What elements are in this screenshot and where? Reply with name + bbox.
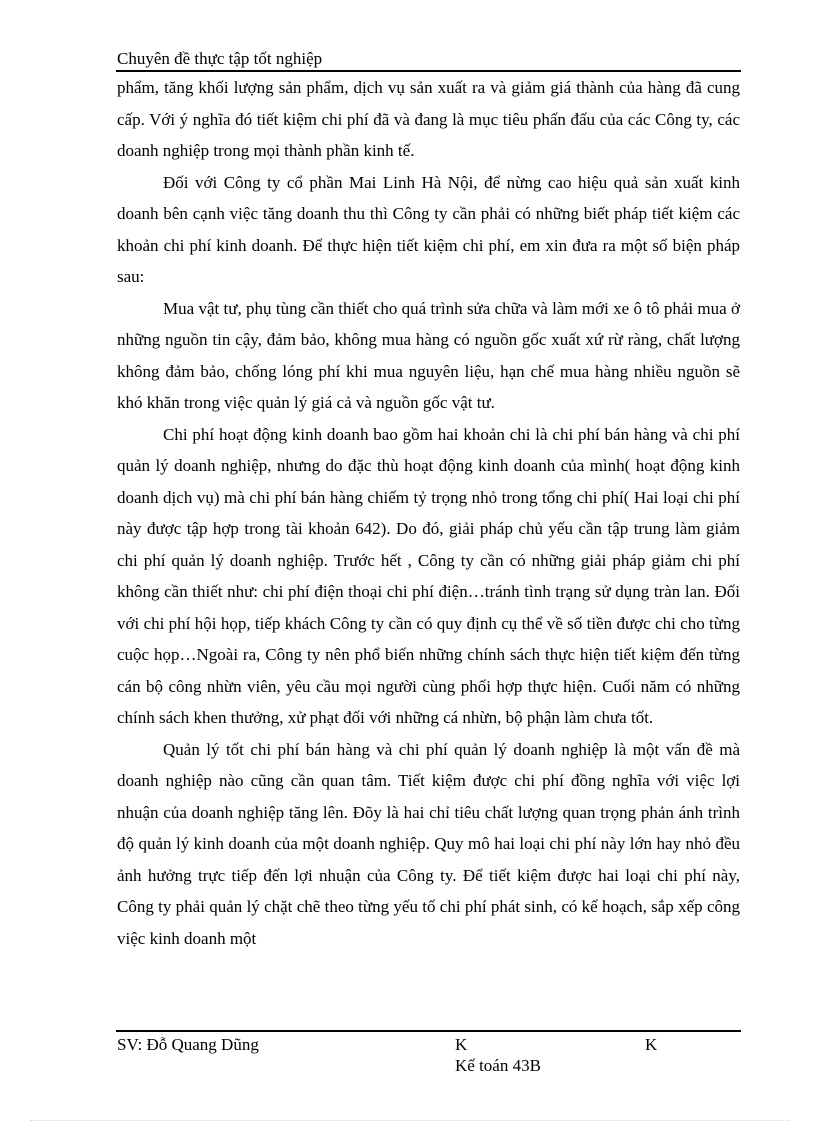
page-bottom-edge	[30, 1120, 790, 1121]
paragraph-purchasing: Mua vật tư, phụ tùng cần thiết cho quá trình sửa chữa và làm mới xe ô tô phải mua ở những nguồn tin cậy, đảm bảo, không mua hàng có nguồn gốc xuất xứ rừ ràng, chất lượng không đảm bảo, chống lóng phí khi mua nguyên liệu, hạn chế mua hàng nhiều nguồn sẽ khó khăn trong việc quản lý giá cả và nguồn gốc vật tư.	[117, 298, 740, 412]
header-title: Chuyên đề thực tập tốt nghiệp	[117, 49, 323, 68]
footer-k-marker-1: K	[455, 1035, 468, 1054]
footer-student-name: SV: Đỗ Quang Dũng	[117, 1035, 259, 1054]
paragraph-continuation: phẩm, tăng khối lượng sản phẩm, dịch vụ sản xuất ra và giảm giá thành của hàng đã cung cấp. Với ý nghĩa đó tiết kiệm chi phí đã và đang là mục tiêu phấn đấu của các Công ty, các doanh nghiệp trong mọi thành phần kinh tế.	[117, 78, 740, 160]
paragraph-intro-measures: Đối với Công ty cổ phần Mai Linh Hà Nội, để nừng cao hiệu quả sản xuất kinh doanh bên cạnh việc tăng doanh thu thì Công ty cần phải có những biết pháp tiết kiệm các khoản chi phí kinh doanh. Để thực hiện tiết kiệm chi phí, em xin đưa ra một số biện pháp sau:	[117, 172, 740, 286]
footer-divider	[116, 1030, 741, 1032]
footer-class-name: Kế toán 43B	[455, 1056, 541, 1075]
footer-k-marker-2: K	[645, 1035, 658, 1054]
paragraph-cost-management: Quản lý tốt chi phí bán hàng và chi phí quản lý doanh nghiệp là một vấn đề mà doanh nghiệp nào cũng cần quan tâm. Tiết kiệm được chi phí đồng nghĩa với việc lợi nhuận của doanh nghiệp tăng lên. Đõy là hai chỉ tiêu chất lượng quan trọng phản ánh trình độ quản lý kinh doanh của một doanh nghiệp. Quy mô hai loại chi phí này lớn hay nhỏ đều ảnh hưởng trực tiếp đến lợi nhuận của Công ty. Để tiết kiệm được hai loại chi phí này, Công ty phải quản lý chặt chẽ theo từng yếu tố chi phí phát sinh, có kế hoạch, sắp xếp công việc kinh doanh một	[117, 739, 740, 948]
paragraph-operating-costs: Chi phí hoạt động kinh doanh bao gồm hai khoản chi là chi phí bán hàng và chi phí quản lý doanh nghiệp, nhưng do đặc thù hoạt động kinh doanh của mình( hoạt động kinh doanh dịch vụ) mà chi phí bán hàng chiếm tỷ trọng nhỏ trong tổng chi phí( Hai loại chi phí này được tập hợp trong tài khoản 642). Do đó, giải pháp chủ yếu cần tập trung làm giảm chi phí quản lý doanh nghiệp. Trước hết , Công ty cần có những giải pháp giảm chi phí không cần thiết như: chi phí điện thoại chi phí điện…tránh tình trạng sử dụng tràn lan. Đối với chi phí hội họp, tiếp khách Công ty cần có quy định cụ thể về số tiền được chi cho từng cuộc họp…Ngoài ra, Công ty nên phổ biến những chính sách thực hiện tiết kiệm đến từng cán bộ công nhừn viên, yêu cầu mọi người cùng phối hợp thực hiện. Cuối năm có những chính sách khen thưởng, xử phạt đối với những cá nhừn, bộ phận làm chưa tốt.	[117, 424, 740, 727]
document-body	[117, 72, 740, 954]
